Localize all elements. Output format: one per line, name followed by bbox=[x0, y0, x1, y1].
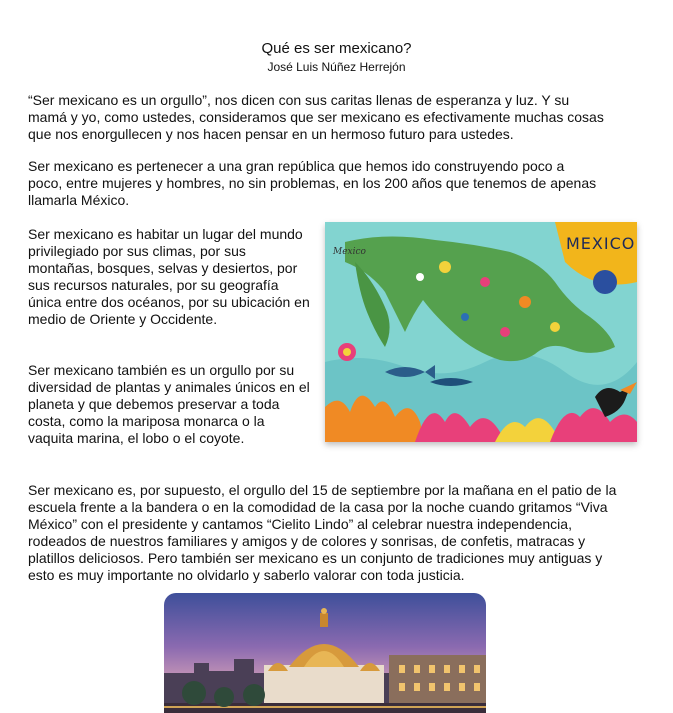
paragraph-5: Ser mexicano es, por supuesto, el orgullo del 15 de septiembre por la mañana en el patio de la escuela frente a la bandera o en la comodidad de la casa por la noche cuando gritamos “Viva México” con el presidente y cantamos “Cielito Lindo” al celebrar nuestra independencia, rodeados de nuestros familiares y amigos y de colores y sonrisas, de confetis, matracas y platillos deliciosos. Pero también ser mexicano es un conjunto de tradiciones muy antiguas y esto es muy importante no olvidarlo y saberlo valorar con toda justicia. bbox=[28, 482, 617, 583]
palace-photo-graphic bbox=[164, 593, 486, 713]
map-graphic bbox=[325, 222, 637, 442]
palace-photo bbox=[164, 593, 486, 713]
document-author: José Luis Núñez Herrejón bbox=[267, 60, 406, 74]
paragraph-4: Ser mexicano también es un orgullo por su diversidad de plantas y animales únicos en el planeta y que debemos preservar a toda costa, como la mariposa monarca o la vaquita marina, el lobo o el coyote. bbox=[28, 362, 310, 446]
paragraph-3: Ser mexicano es habitar un lugar del mundo privilegiado por sus climas, por sus montañas, bosques, selvas y desiertos, por sus recursos naturales, por su geografía única entre dos océanos, por su ubicación en medio de Oriente y Occidente. bbox=[28, 226, 310, 327]
paragraph-2: Ser mexicano es pertenecer a una gran república que hemos ido construyendo poco a poco, entre mujeres y hombres, no sin problemas, en los 200 años que tenemos de apenas llamarla México. bbox=[28, 158, 597, 208]
mexico-map-illustration bbox=[325, 222, 637, 442]
map-script-label: Mexico bbox=[333, 247, 366, 257]
document-title: Qué es ser mexicano? bbox=[261, 40, 412, 57]
map-title-label: MEXICO bbox=[566, 234, 636, 253]
paragraph-1: “Ser mexicano es un orgullo”, nos dicen con sus caritas llenas de esperanza y luz. Y su mamá y yo, como ustedes, consideramos que ser mexicano es efectivamente muchas cosas que nos enorgullecen y nos hacen pensar en un hermoso futuro para ustedes. bbox=[28, 92, 604, 142]
